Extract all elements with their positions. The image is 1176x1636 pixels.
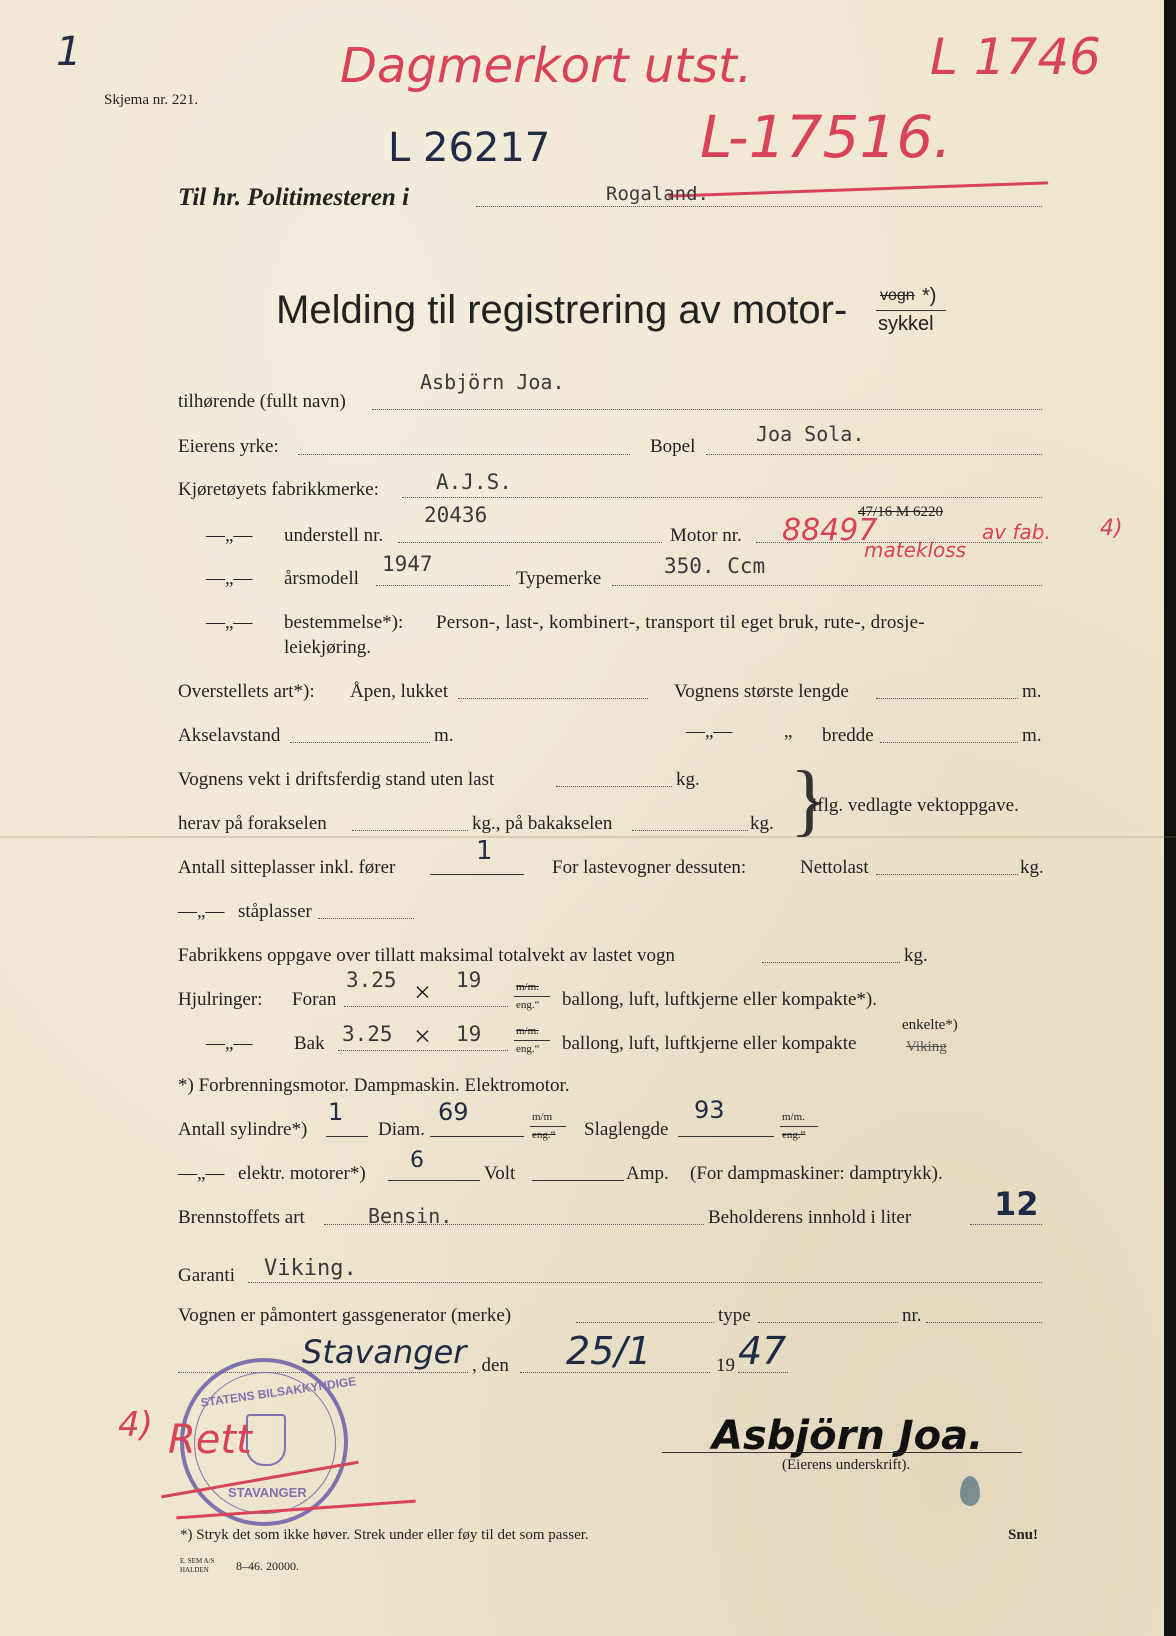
axle-rear-unit: kg.: [750, 813, 774, 834]
tyres-rear-width: 3.25: [342, 1022, 393, 1046]
weight-line: [556, 786, 672, 787]
width-unit: m.: [1022, 725, 1042, 746]
seats-value: 1: [476, 836, 493, 866]
fuel-label: Brennstoffets art: [178, 1207, 305, 1228]
net-load-unit: kg.: [1020, 857, 1044, 878]
axle-front-line: [352, 830, 468, 831]
standing-line: [318, 918, 414, 919]
title-suffix: *): [922, 285, 937, 307]
owner-signature: Asbjörn Joa.: [712, 1413, 984, 1459]
type-mark-line: [612, 585, 1042, 586]
type-mark-value: 350. Ccm: [664, 554, 766, 578]
body-type-line: [458, 698, 648, 699]
wheelbase-label: Akselavstand: [178, 725, 281, 746]
engine-note2: matekloss: [864, 538, 967, 562]
stroke-unit-top: m/m.: [782, 1111, 805, 1123]
tyres-rear-dash: —„—: [206, 1033, 253, 1054]
gas-type-label: type: [718, 1305, 751, 1326]
width-quote: „: [784, 721, 793, 742]
diam-value: 69: [438, 1098, 469, 1126]
net-load-label: Nettolast: [800, 857, 869, 878]
residence-label: Bopel: [650, 436, 696, 457]
diam-unit-top: m/m: [532, 1111, 553, 1123]
footnote: *) Stryk det som ikke høver. Strek under eller føy til det som passer.: [180, 1527, 589, 1543]
left-note-text: Rett: [168, 1417, 252, 1463]
stroke-unit-bar: [780, 1126, 818, 1127]
warranty-label: Garanti: [178, 1265, 235, 1286]
form-title: Melding til registrering av motor-: [276, 288, 848, 332]
addressee-value: Rogaland.: [606, 183, 709, 205]
tyres-rear-label: Bak: [294, 1033, 325, 1054]
date-den: , den: [472, 1355, 509, 1376]
make-line: [402, 497, 1042, 498]
tyres-front-width: 3.25: [346, 968, 397, 992]
volt-label: Volt: [484, 1163, 516, 1184]
model-year-label: årsmodell: [284, 568, 359, 589]
owner-label: tilhørende (fullt navn): [178, 391, 346, 412]
tyres-front-diameter: 19: [456, 968, 482, 992]
tyres-front-unit-top: m/m.: [516, 981, 539, 993]
engine-label: Motor nr.: [670, 525, 742, 546]
steam-note: (For dampmaskiner: damptrykk).: [690, 1163, 943, 1184]
electric-dash: —„—: [178, 1163, 225, 1184]
cylinders-line: [326, 1136, 368, 1137]
corner-mark: 1: [56, 29, 82, 75]
type-mark-label: Typemerke: [516, 568, 602, 589]
tyres-front-label: Foran: [292, 989, 337, 1010]
amp-label: Amp.: [626, 1163, 669, 1184]
printer-line1: E. SEM A/S: [180, 1557, 215, 1565]
wheelbase-line: [290, 742, 430, 743]
model-year-value: 1947: [382, 552, 433, 576]
printer-line2: HALDEN: [180, 1566, 209, 1574]
motor-types: *) Forbrenningsmotor. Dampmaskin. Elektromotor.: [178, 1075, 570, 1096]
tyres-front-unit-bottom: eng.“: [516, 999, 540, 1011]
residence-value: Joa Sola.: [756, 422, 865, 446]
turn-page: Snu!: [1008, 1527, 1039, 1543]
cargo-label: For lastevogner dessuten:: [552, 857, 747, 878]
tyres-rear-diameter: 19: [456, 1022, 482, 1046]
addressee-label: Til hr. Politimesteren i: [178, 184, 410, 211]
year-suffix: 47: [738, 1329, 787, 1373]
diam-label: Diam.: [378, 1119, 425, 1140]
title-option-kept: sykkel: [878, 313, 934, 335]
tyres-front-unit-bar: [514, 996, 550, 997]
residence-line: [706, 454, 1042, 455]
tyres-rear-unit-top: m/m.: [516, 1025, 539, 1037]
tyres-rear-extra-struck: Viking: [906, 1039, 947, 1055]
engine-note: av fab.: [982, 520, 1051, 544]
max-weight-line: [762, 962, 900, 963]
volt-line: [388, 1180, 480, 1181]
weight-brace: }: [790, 756, 829, 844]
date-value: 25/1: [566, 1329, 652, 1373]
make-label: Kjøretøyets fabrikkmerke:: [178, 479, 380, 500]
gas-generator-line: [576, 1322, 714, 1323]
weight-note: iflg. vedlagte vektoppgave.: [812, 795, 1019, 816]
chassis-line: [398, 542, 662, 543]
tyres-front-x: ×: [414, 976, 431, 1009]
tyres-rear-unit-bottom: eng.“: [516, 1043, 540, 1055]
red-annotation-top: Dagmerkort utst.: [340, 38, 753, 94]
seats-label: Antall sitteplasser inkl. fører: [178, 857, 396, 878]
purpose-text: Person-, last-, kombinert-, transport til eget bruk, rute-, drosje-: [436, 612, 925, 633]
tyres-rear-unit-bar: [514, 1040, 550, 1041]
standing-dash: —„—: [178, 901, 225, 922]
occupation-line: [298, 454, 630, 455]
red-annotation-ref1: L 1746: [930, 28, 1101, 86]
warranty-line: [248, 1282, 1042, 1283]
occupation-label: Eierens yrke:: [178, 436, 279, 457]
axle-front-unit: kg., på bakakselen: [472, 813, 613, 834]
stamp-bottom-text: STAVANGER: [228, 1485, 307, 1500]
owner-line: [372, 409, 1042, 410]
engine-note-ref: 4): [1100, 516, 1123, 541]
axle-front-label: herav på forakselen: [178, 813, 327, 834]
tyres-label: Hjulringer:: [178, 989, 263, 1010]
width-line: [880, 742, 1018, 743]
gas-nr-label: nr.: [902, 1305, 922, 1326]
warranty-value: Viking.: [264, 1256, 357, 1281]
body-type-options: Åpen, lukket: [350, 681, 449, 702]
tank-value: 12: [994, 1185, 1039, 1223]
tank-label: Beholderens innhold i liter: [708, 1207, 912, 1228]
stroke-line: [678, 1136, 774, 1137]
year-prefix: 19: [716, 1355, 735, 1376]
length-unit: m.: [1022, 681, 1042, 702]
diam-line: [430, 1136, 524, 1137]
purpose-text2: leiekjøring.: [284, 637, 372, 658]
chassis-value: 20436: [424, 503, 488, 527]
addressee-line: [476, 206, 1042, 207]
chassis-label: understell nr.: [284, 525, 384, 546]
blue-reference: L 26217: [388, 125, 551, 171]
ink-drop: [960, 1476, 980, 1506]
cylinders-value: 1: [328, 1098, 344, 1126]
coat-of-arms-icon: [246, 1414, 286, 1466]
place-value: Stavanger: [302, 1333, 467, 1371]
owner-value: Asbjörn Joa.: [420, 370, 565, 394]
left-note-ref: 4): [118, 1405, 153, 1445]
cylinders-label: Antall sylindre*): [178, 1119, 308, 1140]
red-underline: [668, 181, 1048, 197]
signature-caption: (Eierens underskrift).: [782, 1457, 911, 1473]
weight-label: Vognens vekt i driftsferdig stand uten last: [178, 769, 495, 790]
diam-unit-bar: [530, 1126, 566, 1127]
diam-unit-bottom: eng.“: [532, 1129, 556, 1141]
fuel-value: Bensin.: [368, 1204, 453, 1228]
purpose-dash: —„—: [206, 612, 253, 633]
width-label: bredde: [822, 725, 874, 746]
electric-label: elektr. motorer*): [238, 1163, 366, 1184]
model-dash: —„—: [206, 568, 253, 589]
gas-nr-line: [926, 1322, 1042, 1323]
tyres-rear-x: ×: [414, 1020, 431, 1053]
max-weight-unit: kg.: [904, 945, 928, 966]
engine-struck-value: 47/16 M 6220: [858, 504, 944, 520]
engine-value: 88497: [782, 513, 878, 548]
tyres-front-kinds: ballong, luft, luftkjerne eller kompakte*).: [562, 989, 877, 1010]
stroke-value: 93: [694, 1096, 725, 1124]
tyres-rear-kinds: ballong, luft, luftkjerne eller kompakte: [562, 1033, 857, 1054]
standing-label: ståplasser: [238, 901, 312, 922]
length-label: Vognens største lengde: [674, 681, 849, 702]
body-type-label: Overstellets art*):: [178, 681, 315, 702]
tank-line: [970, 1224, 1042, 1225]
length-line: [876, 698, 1018, 699]
chassis-dash: —„—: [206, 525, 253, 546]
wheelbase-unit: m.: [434, 725, 454, 746]
stroke-label: Slaglengde: [584, 1119, 669, 1140]
purpose-label: bestemmelse*):: [284, 612, 404, 633]
stroke-unit-bottom: eng.“: [782, 1129, 806, 1141]
fold-line: [0, 836, 1176, 838]
printer-code: 8–46. 20000.: [236, 1559, 299, 1573]
gas-type-line: [758, 1322, 898, 1323]
axle-rear-line: [632, 830, 748, 831]
red-annotation-ref2: L-17516.: [700, 103, 952, 171]
title-option-struck: vogn: [880, 287, 915, 304]
tyres-rear-extra-top: enkelte*): [902, 1017, 958, 1033]
model-year-line: [376, 585, 510, 586]
volt-value: 6: [410, 1148, 424, 1173]
stamp-top-text: STATENS BILSAKKYNDIGE: [199, 1374, 358, 1410]
weight-unit: kg.: [676, 769, 700, 790]
amp-line: [532, 1180, 624, 1181]
gas-generator-label: Vognen er påmontert gassgenerator (merke): [178, 1305, 512, 1326]
scan-edge-right: [1164, 0, 1176, 1636]
signature-line: [662, 1452, 1022, 1453]
seats-line: [430, 874, 524, 875]
net-load-line: [876, 874, 1018, 875]
form-number: Skjema nr. 221.: [104, 92, 199, 108]
max-weight-label: Fabrikkens oppgave over tillatt maksimal totalvekt av lastet vogn: [178, 945, 676, 966]
title-divider: [876, 310, 946, 311]
make-value: A.J.S.: [436, 470, 512, 494]
width-dash: —„—: [686, 721, 733, 742]
